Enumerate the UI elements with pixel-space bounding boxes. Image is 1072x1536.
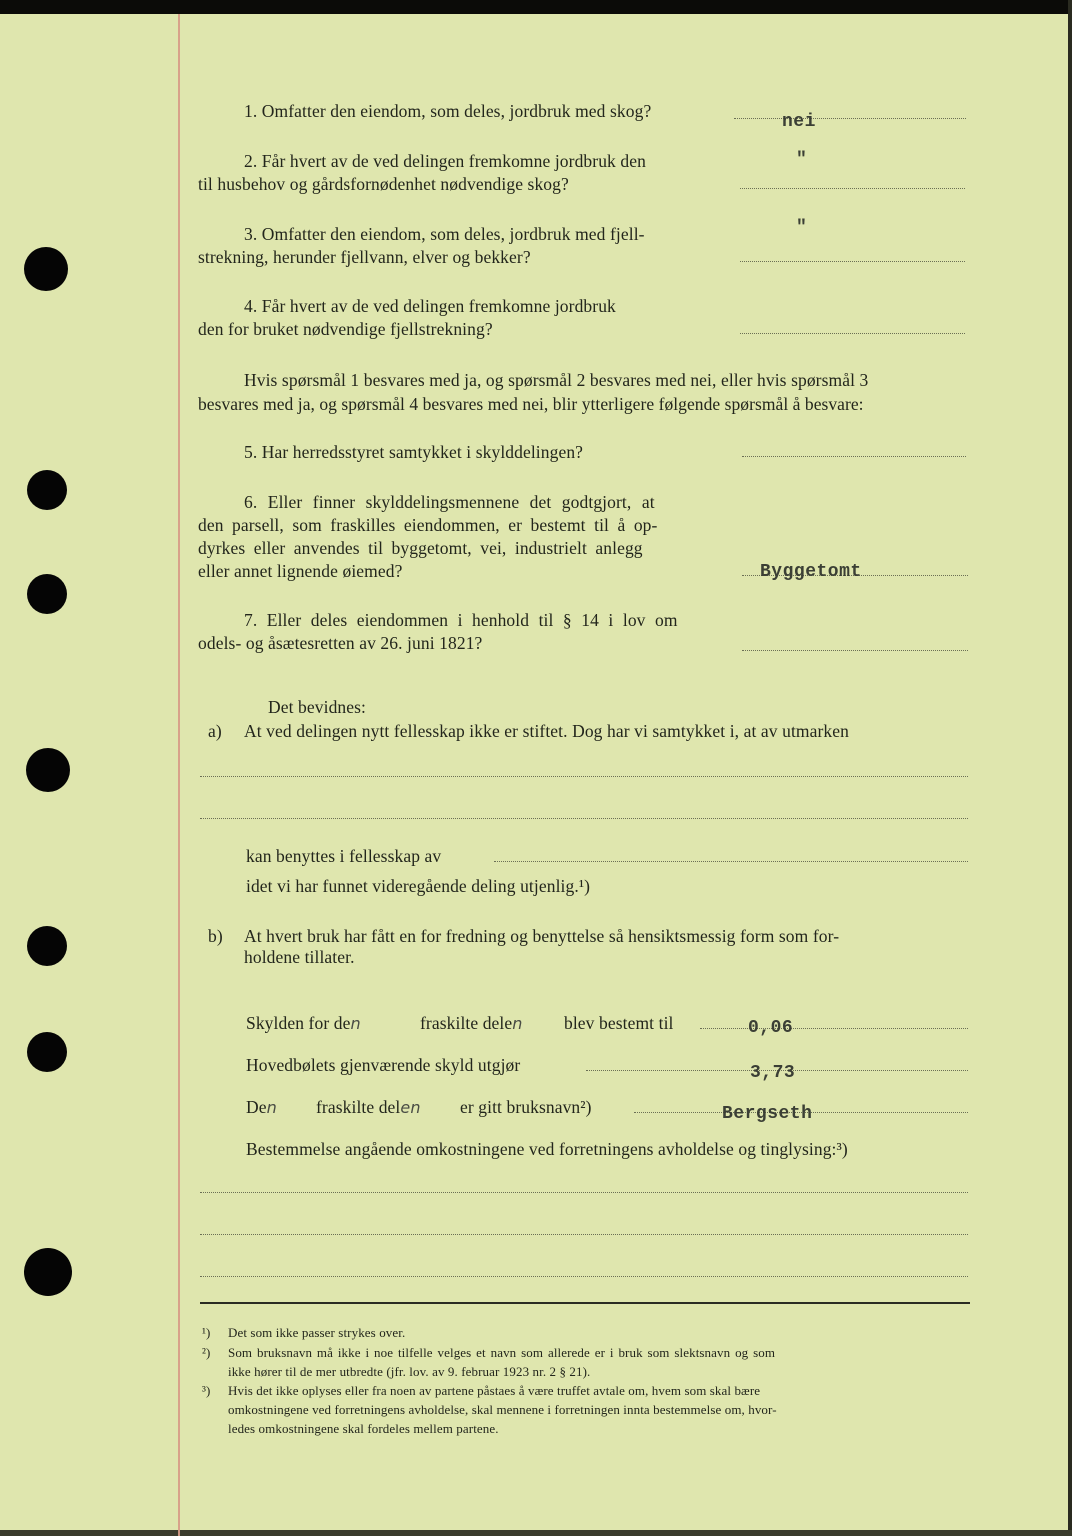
remaining-value: 3,73 [750, 1063, 796, 1083]
farm-name-prefix [246, 1097, 277, 1118]
assessment-prefix: Skylden for de [246, 1013, 351, 1033]
farm-name-mid [316, 1097, 421, 1118]
footnote-2-marker: ²) [202, 1345, 211, 1360]
answer-line-2 [740, 188, 965, 189]
question-6-line-1: 6. Eller finner skylddelingsmennene det godtgjort, at [244, 492, 655, 512]
question-7-line-1: 7. Eller deles eiendommen i henhold til § 14 i lov om [244, 610, 678, 630]
condition-text-2: besvares med ja, og spørsmål 4 besvares med nei, blir ytterligere følgende spørsmål å besvare: [198, 394, 864, 414]
item-b-label: b) [208, 926, 223, 946]
common-use-label: kan benyttes i fellesskap av [246, 846, 442, 866]
blank-line [200, 1276, 968, 1277]
punch-hole [27, 926, 67, 966]
punch-hole [27, 574, 67, 614]
item-a-label: a) [208, 721, 222, 741]
answer-1: nei [782, 112, 816, 132]
farm-name-suffix: er gitt bruksnavn²) [460, 1097, 592, 1117]
answer-line-1 [734, 118, 966, 119]
assessment-line-dots [700, 1028, 968, 1029]
punch-hole [27, 470, 67, 510]
assessment-suffix: blev bestemt til [564, 1013, 674, 1033]
handwritten-n: n [266, 1098, 277, 1117]
question-5: 5. Har herredsstyret samtykket i skylddelingen? [244, 442, 584, 462]
answer-6: Byggetomt [760, 562, 862, 582]
certification-heading: Det bevidnes: [268, 697, 367, 717]
condition-line-1 [244, 370, 868, 391]
question-6-line-3: dyrkes eller anvendes til byggetomt, vei, industrielt anlegg [198, 538, 643, 558]
punch-hole [27, 1032, 67, 1072]
condition-text-1: Hvis spørsmål 1 besvares med ja, og spørsmål 2 besvares med nei, eller hvis spørsmål 3 [244, 370, 869, 390]
item-b-line-2: holdene tillater. [244, 947, 355, 967]
blank-line [200, 1192, 968, 1193]
common-use-line [494, 861, 968, 862]
footnote-1-marker: ¹) [202, 1325, 211, 1340]
footnote-1: Det som ikke passer strykes over. [228, 1325, 406, 1340]
blank-line [200, 776, 968, 777]
remaining-label: Hovedbølets gjenværende skyld utgjør [246, 1055, 521, 1075]
question-2-line-2: til husbehov og gårdsfornødenhet nødvendige skog? [198, 174, 569, 194]
assessment-line [246, 1013, 361, 1034]
handwritten-n: n [350, 1014, 361, 1033]
item-a-text: At ved delingen nytt fellesskap ikke er stiftet. Dog har vi samtykket i, at av utmarken [244, 721, 849, 741]
red-margin-line [178, 14, 180, 1536]
assessment-mid [420, 1013, 523, 1034]
question-7-line-2: odels- og åsætesretten av 26. juni 1821? [198, 633, 483, 653]
assessment-value: 0,06 [748, 1018, 794, 1038]
blank-line [200, 1234, 968, 1235]
question-6-line-2: den parsell, som fraskilles eiendommen, er bestemt til å op- [198, 515, 658, 535]
item-b-line-1: At hvert bruk har fått en for fredning og benyttelse så hensiktsmessig form som for- [244, 926, 840, 946]
question-4-line-1: 4. Får hvert av de ved delingen fremkomne jordbruk [244, 296, 616, 316]
answer-line-3 [740, 261, 965, 262]
scan-right-border [1068, 0, 1072, 1536]
farm-name-value: Bergseth [722, 1104, 813, 1124]
footnote-2-line-1: Som bruksnavn må ikke i noe tilfelle velges et navn som allerede er i bruk som slektsnavn og som [228, 1345, 776, 1360]
handwritten-en: en [400, 1098, 421, 1117]
answer-line-5 [742, 456, 966, 457]
farm-name-prefix-text: De [246, 1097, 267, 1117]
footnote-3-line-2: omkostningene ved forretningens avholdelse, skal mennene i forretningen innta bestemmelse om, hvor- [228, 1402, 777, 1417]
question-2-line-1: 2. Får hvert av de ved delingen fremkomne jordbruk den [244, 151, 646, 171]
scan-top-border [0, 0, 1072, 14]
footnote-3-line-3: ledes omkostningene skal fordeles mellem partene. [228, 1421, 499, 1436]
answer-3: " [796, 218, 808, 238]
blank-line [200, 818, 968, 819]
footnote-separator [200, 1302, 970, 1304]
costs-label: Bestemmelse angående omkostningene ved forretningens avholdelse og tinglysing:³) [246, 1139, 848, 1159]
punch-hole [26, 748, 70, 792]
answer-line-7 [742, 650, 968, 651]
question-3-line-1: 3. Omfatter den eiendom, som deles, jordbruk med fjell- [244, 224, 645, 244]
footnote-2-line-2: ikke hører til de mer utbredte (jfr. lov. av 9. februar 1923 nr. 2 § 21). [228, 1364, 591, 1379]
farm-name-mid-text: fraskilte del [316, 1097, 401, 1117]
scan-bottom-border [0, 1530, 1072, 1536]
assessment-mid-text: fraskilte dele [420, 1013, 513, 1033]
question-3-line-2: strekning, herunder fjellvann, elver og bekker? [198, 247, 531, 267]
finding-text: idet vi har funnet videregående deling utjenlig.¹) [246, 876, 591, 896]
punch-hole [24, 247, 68, 291]
answer-2: " [796, 150, 808, 170]
question-4-line-2: den for bruket nødvendige fjellstrekning? [198, 319, 493, 339]
question-1: 1. Omfatter den eiendom, som deles, jordbruk med skog? [244, 101, 652, 121]
answer-line-4 [740, 333, 965, 334]
question-6-line-4: eller annet lignende øiemed? [198, 561, 403, 581]
footnote-3-line-1: Hvis det ikke oplyses eller fra noen av partene påstaes å være truffet avtale om, hvem som skal bære [228, 1383, 761, 1398]
condition-line-2 [198, 394, 864, 415]
handwritten-n: n [512, 1014, 523, 1033]
footnote-3-marker: ³) [202, 1383, 211, 1398]
punch-hole [24, 1248, 72, 1296]
